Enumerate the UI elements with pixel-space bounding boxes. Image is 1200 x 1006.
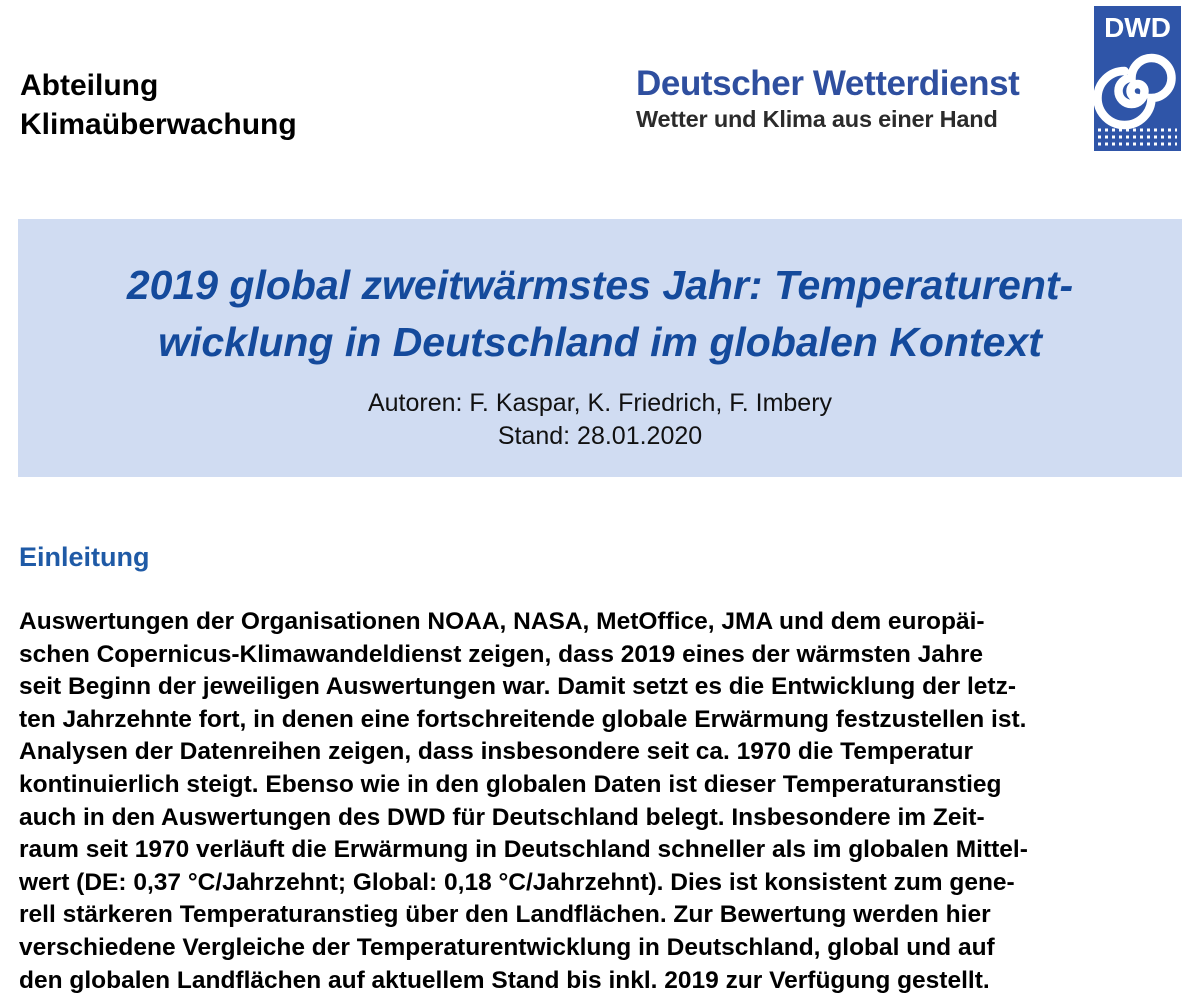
paragraph-line: seit Beginn der jeweiligen Auswertungen war. Damit setzt es die Entwicklung der letz- xyxy=(19,673,1016,701)
document-date: Stand: 28.01.2020 xyxy=(497,422,703,450)
brand-wordmark xyxy=(636,62,1086,134)
paragraph-line: ten Jahrzehnte fort, in denen eine fortschreitende globale Erwärmung festzustellen ist. xyxy=(19,705,1027,733)
paragraph-line: rell stärkeren Temperaturanstieg über den Landflächen. Zur Bewertung werden hier xyxy=(19,901,991,929)
paragraph-line: raum seit 1970 verläuft die Erwärmung in Deutschland schneller als im globalen Mittel- xyxy=(19,836,1028,864)
spiral-icon xyxy=(1094,6,1181,151)
authors: Autoren: F. Kaspar, K. Friedrich, F. Imbery xyxy=(367,389,833,417)
intro-paragraph xyxy=(19,606,1189,997)
document-title xyxy=(18,257,1182,371)
dwd-logo xyxy=(1094,6,1181,151)
logo-text: DWD xyxy=(1104,12,1171,43)
paragraph-line: den globalen Landflächen auf aktuellem Stand bis inkl. 2019 zur Verfügung gestellt. xyxy=(19,966,990,994)
paragraph-line: Auswertungen der Organisationen NOAA, NASA, MetOffice, JMA und dem europäi- xyxy=(19,608,985,635)
title-line-2: wicklung in Deutschland im globalen Kontext xyxy=(158,319,1042,365)
paragraph-line: schen Copernicus-Klimawandeldienst zeigen, dass 2019 eines der wärmsten Jahre xyxy=(19,640,984,668)
department-name xyxy=(20,66,297,144)
brand-name: Deutscher Wetterdienst xyxy=(636,64,1020,103)
paragraph-line: verschiedene Vergleiche der Temperaturentwicklung in Deutschland, global und auf xyxy=(19,933,995,961)
section-heading: Einleitung xyxy=(19,542,150,572)
paragraph-line: wert (DE: 0,37 °C/Jahrzehnt; Global: 0,18 °C/Jahrzehnt). Dies ist konsistent zum gene- xyxy=(19,868,1015,896)
document-meta xyxy=(18,387,1182,453)
title-line-1: 2019 global zweitwärmstes Jahr: Temperaturent- xyxy=(126,262,1074,308)
department-line-1: Abteilung xyxy=(20,69,159,102)
department-line-2: Klimaüberwachung xyxy=(20,108,297,141)
paragraph-line: auch in den Auswertungen des DWD für Deutschland belegt. Insbesondere im Zeit- xyxy=(19,803,985,831)
brand-slogan: Wetter und Klima aus einer Hand xyxy=(636,106,998,132)
title-box xyxy=(18,219,1182,477)
paragraph-line: kontinuierlich steigt. Ebenso wie in den globalen Daten ist dieser Temperaturanstieg xyxy=(19,770,1002,798)
paragraph-line: Analysen der Datenreihen zeigen, dass insbesondere seit ca. 1970 die Temperatur xyxy=(19,738,974,766)
